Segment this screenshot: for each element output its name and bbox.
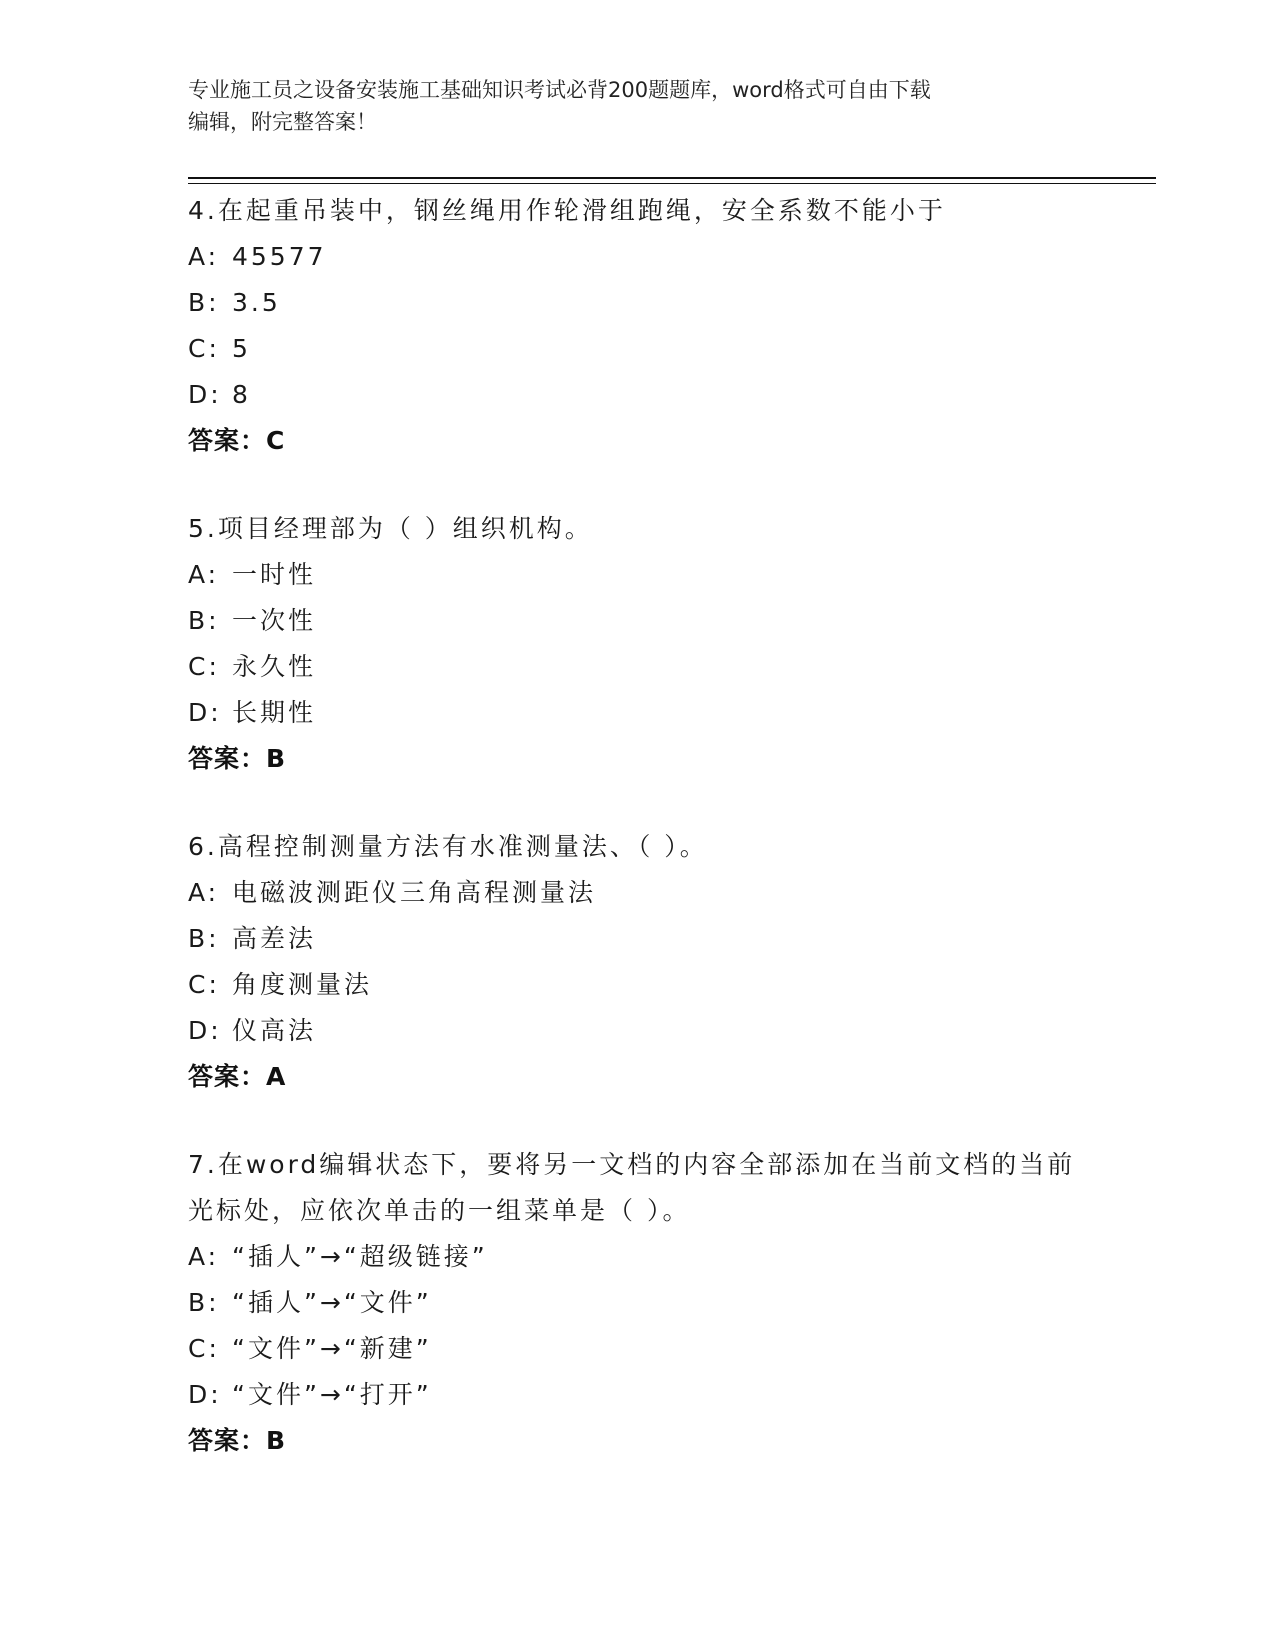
header-line-2: 编辑，附完整答案！ (188, 110, 377, 134)
question-7 (188, 1142, 1088, 1464)
option-key: B: (188, 288, 220, 317)
option-text: 45577 (232, 242, 327, 271)
question-stem: 6.高程控制测量方法有水准测量法、（ ）。 (188, 832, 708, 861)
question-stem: 4.在起重吊装中，钢丝绳用作轮滑组跑绳，安全系数不能小于 (188, 196, 946, 225)
option-a (188, 234, 1088, 280)
option-text: 一时性 (232, 560, 317, 589)
option-text: “插人”→“超级链接” (232, 1242, 488, 1271)
option-d (188, 372, 1088, 418)
header-line-1: 专业施工员之设备安装施工基础知识考试必背200题题库，word格式可自由下载 (188, 78, 931, 102)
question-stem: 7.在word编辑状态下，要将另一文档的内容全部添加在当前文档的当前光标处，应依次单击的一组菜单是（ ）。 (188, 1150, 1076, 1225)
option-c (188, 1326, 1088, 1372)
header-divider-thin (188, 183, 1156, 184)
question-5 (188, 506, 1088, 782)
option-key: D: (188, 698, 222, 727)
document-header (188, 74, 1088, 138)
option-key: D: (188, 1016, 222, 1045)
option-c (188, 326, 1088, 372)
option-key: C: (188, 1334, 220, 1363)
option-a (188, 552, 1088, 598)
option-text: 3.5 (232, 288, 281, 317)
option-c (188, 644, 1088, 690)
answer-line: 答案：B (188, 1426, 287, 1455)
option-key: C: (188, 970, 220, 999)
header-divider-thick (188, 177, 1156, 179)
option-b (188, 1280, 1088, 1326)
answer-line: 答案：B (188, 744, 287, 773)
option-text: 仪高法 (232, 1016, 317, 1045)
option-key: C: (188, 334, 220, 363)
option-d (188, 690, 1088, 736)
option-text: “插人”→“文件” (232, 1288, 432, 1317)
option-text: 5 (232, 334, 251, 363)
option-b (188, 280, 1088, 326)
option-key: B: (188, 606, 220, 635)
question-stem: 5.项目经理部为（ ）组织机构。 (188, 514, 593, 543)
option-text: 角度测量法 (232, 970, 373, 999)
answer-line: 答案：C (188, 426, 286, 455)
option-key: A: (188, 560, 220, 589)
option-key: D: (188, 1380, 222, 1409)
option-c (188, 962, 1088, 1008)
option-key: A: (188, 1242, 220, 1271)
option-text: 电磁波测距仪三角高程测量法 (232, 878, 597, 907)
option-key: B: (188, 924, 220, 953)
option-text: 一次性 (232, 606, 317, 635)
option-key: C: (188, 652, 220, 681)
option-text: 8 (232, 380, 251, 409)
option-text: “文件”→“打开” (232, 1380, 432, 1409)
option-text: 永久性 (232, 652, 317, 681)
answer-line: 答案：A (188, 1062, 287, 1091)
option-d (188, 1008, 1088, 1054)
option-text: 长期性 (232, 698, 317, 727)
question-list (188, 188, 1088, 1506)
option-key: D: (188, 380, 222, 409)
option-text: 高差法 (232, 924, 317, 953)
option-key: B: (188, 1288, 220, 1317)
question-6 (188, 824, 1088, 1100)
option-b (188, 916, 1088, 962)
question-4 (188, 188, 1088, 464)
option-text: “文件”→“新建” (232, 1334, 432, 1363)
option-a (188, 870, 1088, 916)
option-key: A: (188, 878, 220, 907)
option-d (188, 1372, 1088, 1418)
option-b (188, 598, 1088, 644)
option-key: A: (188, 242, 220, 271)
option-a (188, 1234, 1088, 1280)
